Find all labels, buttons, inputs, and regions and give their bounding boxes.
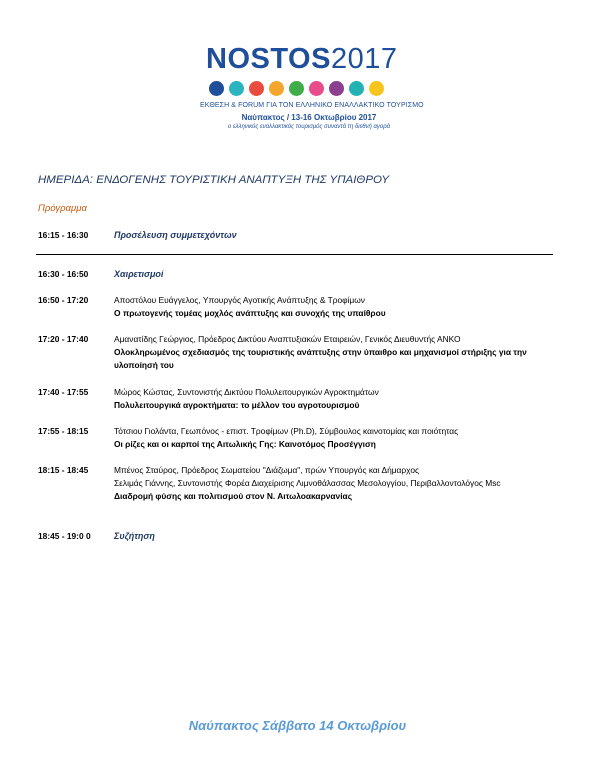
- footer-date: Ναύπακτος Σάββατο 14 Οκτωβρίου: [188, 718, 407, 733]
- speaker: Μπένος Σταύρος, Πρόεδρος Σωματείου "Διάζωμα", πρών Υπουργός και Δήμαρχος: [114, 465, 420, 475]
- talk-topic: Οι ρίζες και οι καρποί της Αιτωλικής Γης: Καινοτόμος Προσέγγιση: [114, 439, 376, 449]
- nostos-logo: [200, 42, 424, 142]
- logo-dot: [349, 81, 364, 96]
- logo-name: NOSTOS: [206, 43, 331, 75]
- page-title: ΗΜΕΡΙΔΑ: ΕΝΔΟΓΕΝΗΣ ΤΟΥΡΙΣΤΙΚΗ ΑΝΑΠΤΥΞΗ ΤΗΣ ΥΠΑΙΘΡΟΥ: [38, 174, 390, 186]
- divider: [36, 254, 553, 255]
- speaker: Μώρος Κώστας, Συντονιστής Δικτύου Πολυλειτουργικών Αγροκτημάτων: [114, 387, 379, 397]
- talk-topic: Ο πρωτογενής τομέας μοχλός ανάπτυξης και συνοχής της υπαίθρου: [114, 308, 386, 318]
- talk-topic: Πολυλειτουργικά αγροκτήματα: το μέλλον του αγροτουρισμού: [114, 400, 360, 410]
- logo-dot: [369, 81, 384, 96]
- speaker: Σελιμάς Γιάννης, Συντονιστής Φορέα Διαχείρισης Λιμνοθάλασσας Μεσολογγίου, Περιβαλλοντολόγος Msc: [114, 478, 501, 488]
- schedule-title: Συζήτηση: [114, 531, 155, 541]
- logo-dots: [209, 81, 384, 96]
- schedule-title: Χαιρετισμοί: [114, 269, 164, 279]
- logo-dot: [249, 81, 264, 96]
- logo-dates: Ναύπακτος / 13-16 Οκτωβρίου 2017: [241, 113, 377, 122]
- logo-dot: [269, 81, 284, 96]
- speaker: Αποστόλου Ευάγγελος, Υπουργός Αγοτικής Ανάπτυξης & Τροφίμων: [114, 295, 365, 305]
- logo-year: 2017: [330, 43, 398, 75]
- logo-dot: [289, 81, 304, 96]
- speaker: Αμανατίδης Γεώργιος, Πρόεδρος Δικτύου Αναπτυξιακών Εταιρειών, Γενικός Διευθυντής ΑΝΚΟ: [114, 334, 461, 344]
- schedule-time: 18:45 - 19:0 0: [38, 531, 91, 541]
- logo-dot: [229, 81, 244, 96]
- speaker: Τότσιου Γιολάντα, Γεωπόνος - επιστ. Τροφίμων (Ph.D), Σύμβουλος καινοτομίας και ποιότητας: [114, 426, 459, 436]
- logo-title: [206, 42, 397, 76]
- schedule-time: 18:15 - 18:45: [38, 465, 89, 475]
- logo-dot: [329, 81, 344, 96]
- program-label: Πρόγραμμα: [38, 203, 87, 214]
- schedule-time: 16:30 - 16:50: [38, 269, 89, 279]
- schedule-time: 17:40 - 17:55: [38, 387, 89, 397]
- logo-slogan: ο ελληνικός εναλλακτικός τουρισμός συναντά τη διεθνή αγορά: [227, 124, 391, 130]
- logo-dot: [209, 81, 224, 96]
- schedule-title: Προσέλευση συμμετεχόντων: [114, 230, 237, 240]
- schedule-time: 17:20 - 17:40: [38, 334, 89, 344]
- talk-topic: Διαδρομή φύσης και πολιτισμού στον Ν. Αιτωλοακαρνανίας: [114, 491, 353, 501]
- schedule-time: 17:55 - 18:15: [38, 426, 89, 436]
- talk-topic: Ολοκληρωμένος σχεδιασμός της τουριστικής ανάπτυξης στην ύπαιθρο και μηχανισμοί στήριξης για την υλοποίησή του: [114, 347, 527, 370]
- schedule-time: 16:15 - 16:30: [38, 230, 89, 240]
- logo-dot: [309, 81, 324, 96]
- schedule-time: 16:50 - 17:20: [38, 295, 89, 305]
- logo-subtitle: ΕΚΘΕΣΗ & FORUM ΓΙΑ ΤΟΝ ΕΛΛΗΝΙΚΟ ΕΝΑΛΛΑΚΤΙΚΟ ΤΟΥΡΙΣΜΟ: [200, 102, 424, 109]
